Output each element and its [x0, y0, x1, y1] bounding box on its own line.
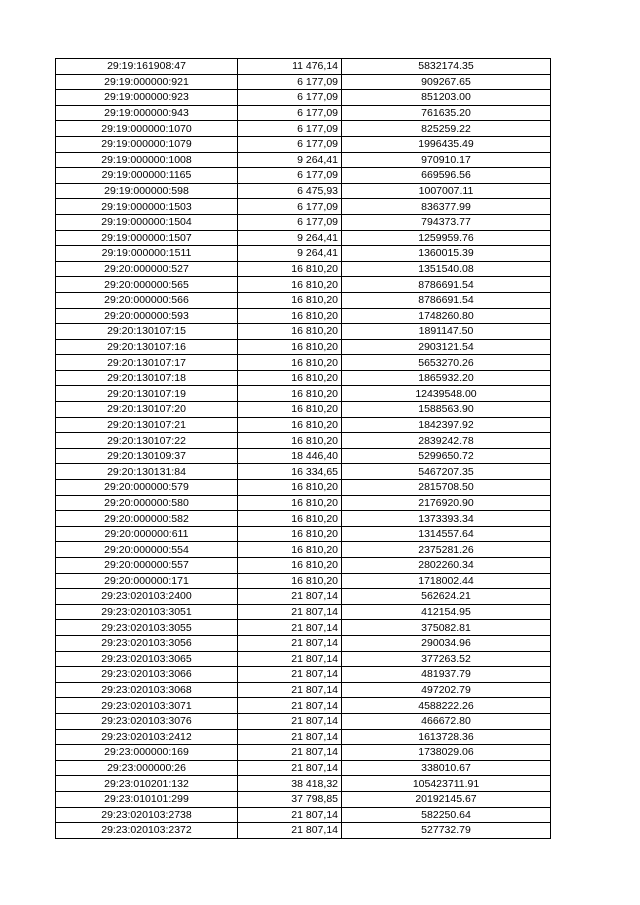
cadastral-number-cell: 29:20:000000:579	[56, 480, 238, 496]
cadastral-number-cell: 29:20:000000:566	[56, 292, 238, 308]
area-cell: 18 446,40	[238, 448, 342, 464]
table-row	[56, 542, 551, 558]
value-cell: 909267.65	[342, 74, 551, 90]
value-cell: 412154.95	[342, 604, 551, 620]
cadastral-number-cell: 29:19:000000:1070	[56, 121, 238, 137]
table-row	[56, 324, 551, 340]
area-cell: 16 810,20	[238, 308, 342, 324]
value-cell: 1588563.90	[342, 402, 551, 418]
value-cell: 4588222.26	[342, 698, 551, 714]
cadastral-number-cell: 29:23:000000:26	[56, 760, 238, 776]
table-row	[56, 339, 551, 355]
table-row	[56, 589, 551, 605]
value-cell: 2802260.34	[342, 558, 551, 574]
table-row	[56, 417, 551, 433]
area-cell: 16 810,20	[238, 542, 342, 558]
table-row	[56, 682, 551, 698]
table-row	[56, 74, 551, 90]
value-cell: 2176920.90	[342, 495, 551, 511]
table-row	[56, 760, 551, 776]
cadastral-number-cell: 29:20:000000:582	[56, 511, 238, 527]
cadastral-number-cell: 29:23:020103:3066	[56, 667, 238, 683]
cadastral-number-cell: 29:20:000000:527	[56, 261, 238, 277]
area-cell: 9 264,41	[238, 230, 342, 246]
table-row	[56, 370, 551, 386]
table-row	[56, 558, 551, 574]
cadastral-number-cell: 29:19:161908:47	[56, 59, 238, 75]
cadastral-number-cell: 29:19:000000:1165	[56, 168, 238, 184]
value-cell: 1738029.06	[342, 745, 551, 761]
area-cell: 6 177,09	[238, 199, 342, 215]
area-cell: 21 807,14	[238, 682, 342, 698]
cadastral-number-cell: 29:19:000000:921	[56, 74, 238, 90]
area-cell: 16 810,20	[238, 495, 342, 511]
cadastral-number-cell: 29:20:000000:565	[56, 277, 238, 293]
value-cell: 1996435.49	[342, 136, 551, 152]
cadastral-number-cell: 29:23:020103:2738	[56, 807, 238, 823]
area-cell: 16 810,20	[238, 355, 342, 371]
table-row	[56, 729, 551, 745]
table-row	[56, 246, 551, 262]
area-cell: 21 807,14	[238, 604, 342, 620]
table-row	[56, 433, 551, 449]
cadastral-number-cell: 29:20:000000:554	[56, 542, 238, 558]
cadastral-number-cell: 29:20:130107:22	[56, 433, 238, 449]
table-row	[56, 448, 551, 464]
value-cell: 1865932.20	[342, 370, 551, 386]
area-cell: 21 807,14	[238, 635, 342, 651]
cadastral-number-cell: 29:19:000000:1008	[56, 152, 238, 168]
table-row	[56, 667, 551, 683]
value-cell: 12439548.00	[342, 386, 551, 402]
value-cell: 5299650.72	[342, 448, 551, 464]
cadastral-number-cell: 29:20:000000:593	[56, 308, 238, 324]
table-row	[56, 292, 551, 308]
table-row	[56, 386, 551, 402]
cadastral-number-cell: 29:19:000000:943	[56, 105, 238, 121]
cadastral-number-cell: 29:20:130107:19	[56, 386, 238, 402]
table-row	[56, 199, 551, 215]
table-body	[56, 59, 551, 839]
value-cell: 377263.52	[342, 651, 551, 667]
data-table	[55, 58, 551, 839]
table-row	[56, 168, 551, 184]
value-cell: 1259959.76	[342, 230, 551, 246]
area-cell: 16 810,20	[238, 558, 342, 574]
table-row	[56, 90, 551, 106]
area-cell: 16 810,20	[238, 386, 342, 402]
cadastral-number-cell: 29:20:130131:84	[56, 464, 238, 480]
value-cell: 1718002.44	[342, 573, 551, 589]
cadastral-number-cell: 29:20:000000:171	[56, 573, 238, 589]
table-row	[56, 807, 551, 823]
value-cell: 497202.79	[342, 682, 551, 698]
table-row	[56, 495, 551, 511]
area-cell: 21 807,14	[238, 713, 342, 729]
cadastral-number-cell: 29:23:020103:3065	[56, 651, 238, 667]
value-cell: 481937.79	[342, 667, 551, 683]
cadastral-number-cell: 29:19:000000:1507	[56, 230, 238, 246]
table-row	[56, 183, 551, 199]
area-cell: 16 810,20	[238, 417, 342, 433]
table-row	[56, 59, 551, 75]
cadastral-number-cell: 29:23:010201:132	[56, 776, 238, 792]
value-cell: 2839242.78	[342, 433, 551, 449]
area-cell: 21 807,14	[238, 620, 342, 636]
value-cell: 375082.81	[342, 620, 551, 636]
area-cell: 9 264,41	[238, 152, 342, 168]
cadastral-number-cell: 29:20:000000:580	[56, 495, 238, 511]
area-cell: 16 810,20	[238, 292, 342, 308]
value-cell: 1007007.11	[342, 183, 551, 199]
table-row	[56, 230, 551, 246]
area-cell: 16 810,20	[238, 324, 342, 340]
value-cell: 105423711.91	[342, 776, 551, 792]
cadastral-number-cell: 29:23:020103:3055	[56, 620, 238, 636]
table-row	[56, 277, 551, 293]
value-cell: 1351540.08	[342, 261, 551, 277]
table-row	[56, 121, 551, 137]
area-cell: 16 810,20	[238, 261, 342, 277]
table-row	[56, 651, 551, 667]
area-cell: 37 798,85	[238, 791, 342, 807]
table-row	[56, 105, 551, 121]
cadastral-number-cell: 29:23:020103:3076	[56, 713, 238, 729]
area-cell: 21 807,14	[238, 807, 342, 823]
value-cell: 582250.64	[342, 807, 551, 823]
value-cell: 20192145.67	[342, 791, 551, 807]
area-cell: 21 807,14	[238, 760, 342, 776]
cadastral-number-cell: 29:20:130107:20	[56, 402, 238, 418]
table-row	[56, 620, 551, 636]
area-cell: 21 807,14	[238, 651, 342, 667]
cadastral-number-cell: 29:20:130107:18	[56, 370, 238, 386]
table-row	[56, 573, 551, 589]
cadastral-number-cell: 29:23:020103:3051	[56, 604, 238, 620]
area-cell: 16 810,20	[238, 511, 342, 527]
table-row	[56, 635, 551, 651]
cadastral-number-cell: 29:23:010101:299	[56, 791, 238, 807]
value-cell: 1891147.50	[342, 324, 551, 340]
area-cell: 11 476,14	[238, 59, 342, 75]
value-cell: 5832174.35	[342, 59, 551, 75]
table-row	[56, 261, 551, 277]
value-cell: 794373.77	[342, 214, 551, 230]
table-row	[56, 698, 551, 714]
table-row	[56, 791, 551, 807]
value-cell: 8786691.54	[342, 277, 551, 293]
area-cell: 16 810,20	[238, 339, 342, 355]
area-cell: 6 177,09	[238, 90, 342, 106]
value-cell: 1373393.34	[342, 511, 551, 527]
area-cell: 6 177,09	[238, 74, 342, 90]
value-cell: 290034.96	[342, 635, 551, 651]
area-cell: 16 810,20	[238, 480, 342, 496]
cadastral-number-cell: 29:23:020103:3071	[56, 698, 238, 714]
area-cell: 16 810,20	[238, 402, 342, 418]
table-row	[56, 402, 551, 418]
area-cell: 21 807,14	[238, 823, 342, 839]
table-row	[56, 511, 551, 527]
table-row	[56, 308, 551, 324]
table-row	[56, 214, 551, 230]
area-cell: 16 810,20	[238, 433, 342, 449]
area-cell: 6 475,93	[238, 183, 342, 199]
table-row	[56, 713, 551, 729]
area-cell: 16 810,20	[238, 573, 342, 589]
area-cell: 21 807,14	[238, 698, 342, 714]
table-row	[56, 776, 551, 792]
cadastral-number-cell: 29:23:020103:2400	[56, 589, 238, 605]
cadastral-number-cell: 29:20:000000:557	[56, 558, 238, 574]
cadastral-number-cell: 29:19:000000:1503	[56, 199, 238, 215]
cadastral-number-cell: 29:23:020103:3068	[56, 682, 238, 698]
cadastral-number-cell: 29:20:130107:21	[56, 417, 238, 433]
value-cell: 825259.22	[342, 121, 551, 137]
cadastral-number-cell: 29:23:020103:2372	[56, 823, 238, 839]
value-cell: 8786691.54	[342, 292, 551, 308]
value-cell: 2815708.50	[342, 480, 551, 496]
cadastral-number-cell: 29:19:000000:1511	[56, 246, 238, 262]
cadastral-number-cell: 29:23:000000:169	[56, 745, 238, 761]
cadastral-number-cell: 29:23:020103:2412	[56, 729, 238, 745]
cadastral-number-cell: 29:19:000000:923	[56, 90, 238, 106]
area-cell: 21 807,14	[238, 589, 342, 605]
area-cell: 6 177,09	[238, 214, 342, 230]
area-cell: 21 807,14	[238, 729, 342, 745]
table-row	[56, 480, 551, 496]
value-cell: 1613728.36	[342, 729, 551, 745]
value-cell: 836377.99	[342, 199, 551, 215]
value-cell: 2903121.54	[342, 339, 551, 355]
area-cell: 21 807,14	[238, 667, 342, 683]
area-cell: 16 810,20	[238, 277, 342, 293]
value-cell: 466672.80	[342, 713, 551, 729]
value-cell: 1360015.39	[342, 246, 551, 262]
table-row	[56, 526, 551, 542]
table-row	[56, 136, 551, 152]
value-cell: 562624.21	[342, 589, 551, 605]
area-cell: 16 810,20	[238, 370, 342, 386]
cadastral-number-cell: 29:20:130107:15	[56, 324, 238, 340]
area-cell: 16 334,65	[238, 464, 342, 480]
area-cell: 6 177,09	[238, 168, 342, 184]
area-cell: 21 807,14	[238, 745, 342, 761]
value-cell: 1748260.80	[342, 308, 551, 324]
area-cell: 6 177,09	[238, 121, 342, 137]
value-cell: 669596.56	[342, 168, 551, 184]
table-row	[56, 745, 551, 761]
value-cell: 5653270.26	[342, 355, 551, 371]
cadastral-number-cell: 29:20:000000:611	[56, 526, 238, 542]
cadastral-number-cell: 29:20:130107:17	[56, 355, 238, 371]
cadastral-number-cell: 29:19:000000:598	[56, 183, 238, 199]
cadastral-number-cell: 29:20:130109:37	[56, 448, 238, 464]
table-row	[56, 464, 551, 480]
value-cell: 1314557.64	[342, 526, 551, 542]
value-cell: 2375281.26	[342, 542, 551, 558]
area-cell: 9 264,41	[238, 246, 342, 262]
value-cell: 761635.20	[342, 105, 551, 121]
value-cell: 851203.00	[342, 90, 551, 106]
table-row	[56, 823, 551, 839]
value-cell: 338010.67	[342, 760, 551, 776]
area-cell: 38 418,32	[238, 776, 342, 792]
area-cell: 6 177,09	[238, 136, 342, 152]
table-row	[56, 152, 551, 168]
table-row	[56, 604, 551, 620]
cadastral-number-cell: 29:20:130107:16	[56, 339, 238, 355]
value-cell: 970910.17	[342, 152, 551, 168]
area-cell: 6 177,09	[238, 105, 342, 121]
cadastral-number-cell: 29:23:020103:3056	[56, 635, 238, 651]
table-row	[56, 355, 551, 371]
value-cell: 1842397.92	[342, 417, 551, 433]
cadastral-number-cell: 29:19:000000:1079	[56, 136, 238, 152]
cadastral-number-cell: 29:19:000000:1504	[56, 214, 238, 230]
area-cell: 16 810,20	[238, 526, 342, 542]
value-cell: 5467207.35	[342, 464, 551, 480]
value-cell: 527732.79	[342, 823, 551, 839]
